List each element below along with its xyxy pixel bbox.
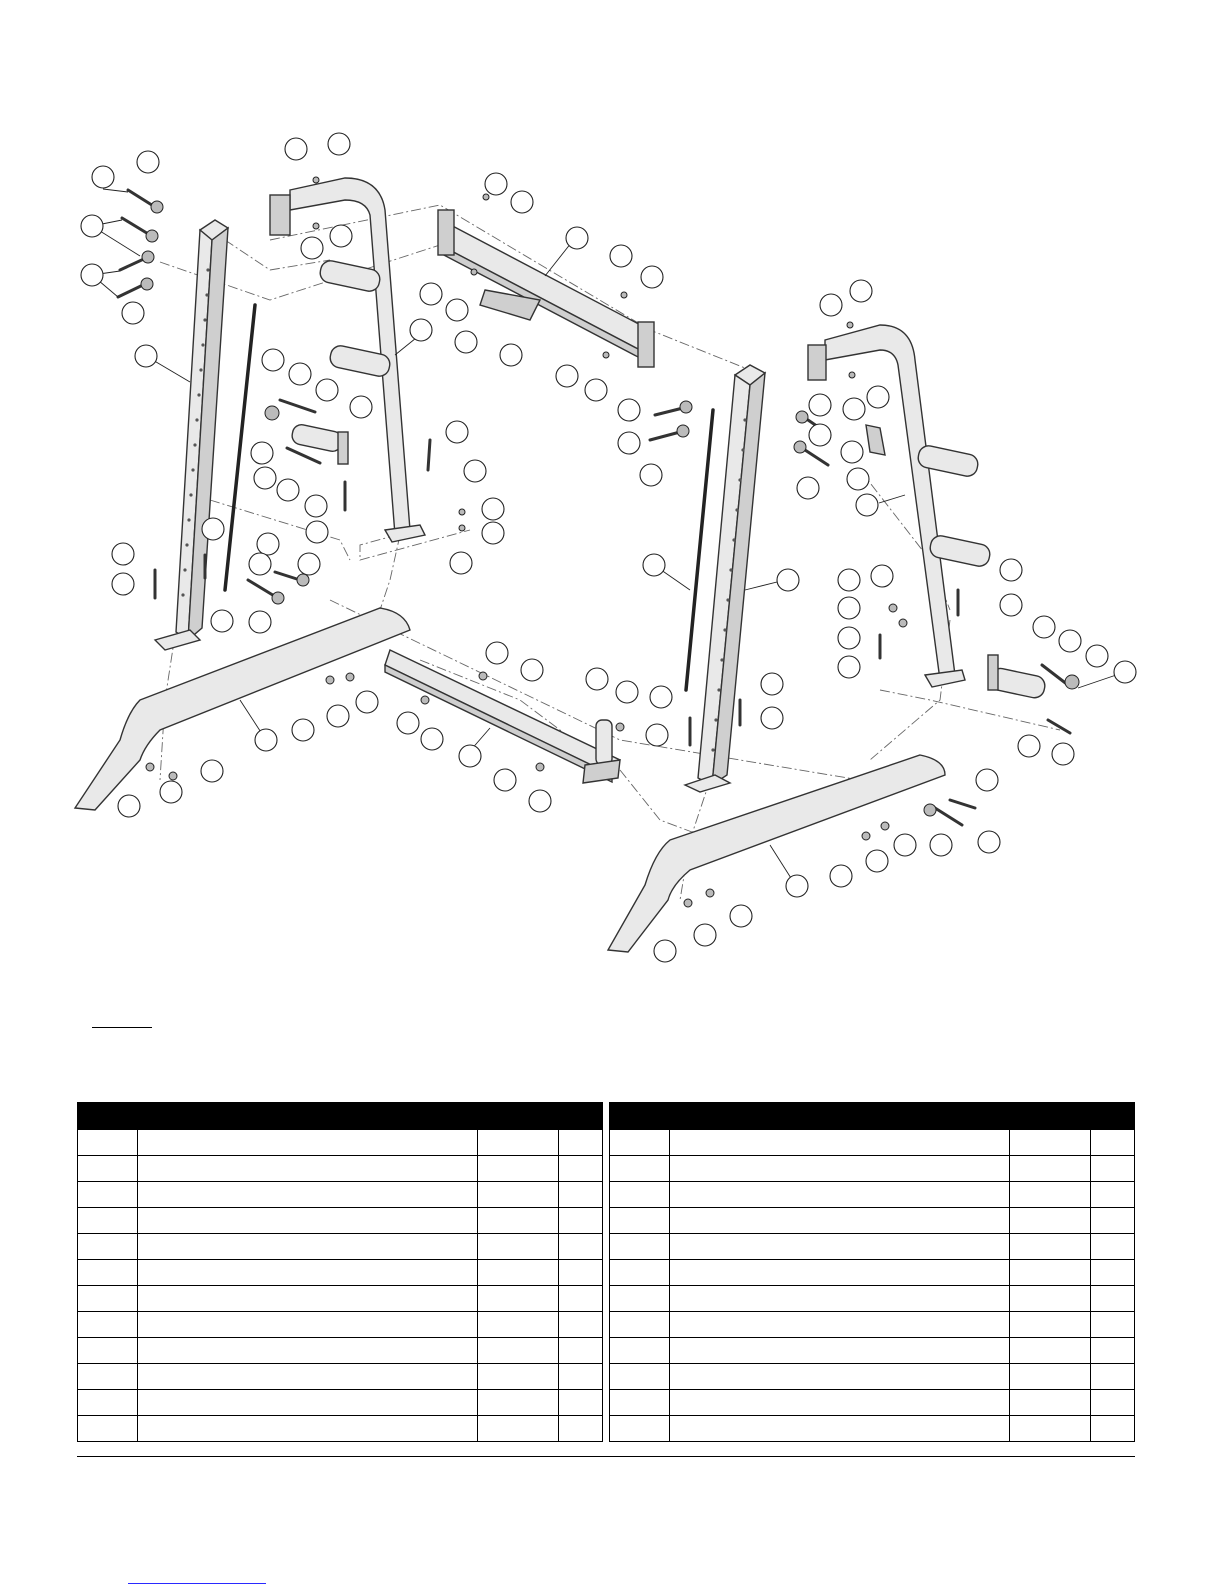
table-cell xyxy=(478,1130,558,1156)
table-cell xyxy=(138,1286,478,1312)
callout-bubble xyxy=(847,468,869,490)
table-cell xyxy=(670,1234,1010,1260)
callout-bubble xyxy=(298,553,320,575)
callout-bubble xyxy=(494,769,516,791)
callout-bubble xyxy=(255,729,277,751)
table-cell xyxy=(610,1312,670,1338)
table-row xyxy=(78,1364,603,1390)
callout-bubble xyxy=(118,795,140,817)
callout-bubble xyxy=(867,386,889,408)
table-cell xyxy=(78,1130,138,1156)
callout-bubble xyxy=(201,760,223,782)
callout-bubble xyxy=(730,905,752,927)
table-cell xyxy=(478,1208,558,1234)
callout-bubble xyxy=(262,349,284,371)
table-row xyxy=(78,1390,603,1416)
table-cell xyxy=(558,1208,602,1234)
table-cell xyxy=(1010,1182,1090,1208)
callout-bubble xyxy=(618,432,640,454)
callout-bubble xyxy=(643,554,665,576)
footer-rule xyxy=(77,1456,1135,1457)
callout-bubble xyxy=(838,597,860,619)
table-cell xyxy=(478,1416,558,1442)
table-cell xyxy=(138,1312,478,1338)
table-cell xyxy=(478,1286,558,1312)
table-cell xyxy=(1010,1338,1090,1364)
callout-bubble xyxy=(511,191,533,213)
callout-bubble xyxy=(112,543,134,565)
callout-bubble xyxy=(482,522,504,544)
callout-bubble xyxy=(356,691,378,713)
callout-bubble xyxy=(761,707,783,729)
callout-bubble xyxy=(871,565,893,587)
table-cell xyxy=(1090,1390,1134,1416)
callout-bubble xyxy=(809,424,831,446)
table-cell xyxy=(478,1260,558,1286)
callout-bubble xyxy=(301,237,323,259)
callout-bubble xyxy=(211,610,233,632)
right-rear-frame xyxy=(808,325,965,687)
table-cell xyxy=(478,1390,558,1416)
callout-bubble xyxy=(843,398,865,420)
table-row xyxy=(610,1234,1135,1260)
callout-bubble xyxy=(641,266,663,288)
table-cell xyxy=(670,1182,1010,1208)
table-cell xyxy=(670,1156,1010,1182)
table-cell xyxy=(670,1390,1010,1416)
table-cell xyxy=(78,1260,138,1286)
table-row xyxy=(610,1364,1135,1390)
table-row xyxy=(610,1260,1135,1286)
callout-bubble xyxy=(122,302,144,324)
callout-bubble xyxy=(976,769,998,791)
table-cell xyxy=(670,1364,1010,1390)
table-row xyxy=(610,1182,1135,1208)
callout-bubble xyxy=(856,494,878,516)
callout-bubble xyxy=(586,668,608,690)
table-row xyxy=(78,1156,603,1182)
table-cell xyxy=(478,1338,558,1364)
callout-bubble xyxy=(305,495,327,517)
table-cell xyxy=(1010,1286,1090,1312)
parts-list-table-right xyxy=(609,1102,1135,1442)
table-cell xyxy=(610,1182,670,1208)
callout-bubble xyxy=(446,299,468,321)
table-row xyxy=(78,1286,603,1312)
table-cell xyxy=(558,1286,602,1312)
callout-bubble xyxy=(1086,645,1108,667)
callout-bubble xyxy=(1033,616,1055,638)
callout-bubble xyxy=(450,552,472,574)
callout-bubble xyxy=(135,345,157,367)
table-cell xyxy=(558,1182,602,1208)
callout-bubble xyxy=(650,686,672,708)
callout-bubble xyxy=(500,344,522,366)
lower-cross-member xyxy=(385,650,620,783)
table-cell xyxy=(1010,1364,1090,1390)
table-cell xyxy=(138,1338,478,1364)
table-cell xyxy=(1010,1130,1090,1156)
table-row xyxy=(78,1260,603,1286)
callout-bubble xyxy=(521,659,543,681)
table-cell xyxy=(1010,1312,1090,1338)
table-cell xyxy=(1090,1208,1134,1234)
table-cell xyxy=(670,1312,1010,1338)
table-cell xyxy=(78,1312,138,1338)
callout-bubble xyxy=(202,518,224,540)
callout-bubble xyxy=(420,283,442,305)
callout-bubble xyxy=(1052,743,1074,765)
callout-bubble xyxy=(251,442,273,464)
table-cell xyxy=(138,1208,478,1234)
callout-bubble xyxy=(397,712,419,734)
left-front-upright xyxy=(155,220,228,650)
callout-bubble xyxy=(529,790,551,812)
table-cell xyxy=(1090,1260,1134,1286)
table-cell xyxy=(78,1364,138,1390)
table-cell xyxy=(558,1260,602,1286)
table-cell xyxy=(1090,1312,1134,1338)
table-cell xyxy=(558,1416,602,1442)
parts-list-table-left xyxy=(77,1102,603,1442)
callout-bubble xyxy=(92,166,114,188)
table-cell xyxy=(558,1390,602,1416)
right-base-rail xyxy=(608,755,945,952)
table-cell xyxy=(670,1260,1010,1286)
table-row xyxy=(610,1390,1135,1416)
callout-bubble xyxy=(797,477,819,499)
callout-bubble xyxy=(421,728,443,750)
table-row xyxy=(78,1130,603,1156)
callout-bubble xyxy=(850,280,872,302)
table-cell xyxy=(610,1208,670,1234)
callout-bubble xyxy=(566,227,588,249)
callout-bubble xyxy=(978,831,1000,853)
table-cell xyxy=(138,1130,478,1156)
table-cell xyxy=(558,1312,602,1338)
callout-bubble xyxy=(327,705,349,727)
callout-bubble xyxy=(654,940,676,962)
callout-bubble xyxy=(249,553,271,575)
callout-bubble xyxy=(930,834,952,856)
callout-bubble xyxy=(841,441,863,463)
callout-bubble xyxy=(486,642,508,664)
table-cell xyxy=(670,1416,1010,1442)
table-cell xyxy=(478,1234,558,1260)
callout-bubble xyxy=(646,724,668,746)
table-cell xyxy=(1010,1234,1090,1260)
table-cell xyxy=(670,1130,1010,1156)
table-cell xyxy=(78,1182,138,1208)
callout-bubble xyxy=(485,173,507,195)
right-guide-rod xyxy=(686,410,713,690)
callout-bubble xyxy=(556,365,578,387)
table-cell xyxy=(1010,1260,1090,1286)
table-cell xyxy=(610,1338,670,1364)
table-cell xyxy=(78,1286,138,1312)
table-cell xyxy=(1090,1286,1134,1312)
callout-bubble xyxy=(616,681,638,703)
table-cell xyxy=(670,1338,1010,1364)
table-cell xyxy=(670,1208,1010,1234)
table-cell xyxy=(610,1260,670,1286)
callout-bubble xyxy=(81,215,103,237)
table-cell xyxy=(138,1234,478,1260)
table-cell xyxy=(478,1364,558,1390)
callout-bubble xyxy=(585,379,607,401)
table-cell xyxy=(670,1286,1010,1312)
callout-bubble xyxy=(160,781,182,803)
table-cell xyxy=(138,1390,478,1416)
table-row xyxy=(78,1182,603,1208)
callout-bubble xyxy=(316,379,338,401)
callout-bubble xyxy=(292,719,314,741)
table-cell xyxy=(478,1182,558,1208)
table-cell xyxy=(478,1156,558,1182)
table-cell xyxy=(78,1234,138,1260)
table-cell xyxy=(610,1156,670,1182)
parts-table-header xyxy=(78,1103,603,1130)
callout-bubble xyxy=(777,569,799,591)
table-cell xyxy=(558,1364,602,1390)
callout-bubble xyxy=(455,331,477,353)
callout-bubble xyxy=(330,225,352,247)
callout-bubble xyxy=(459,745,481,767)
table-row xyxy=(610,1208,1135,1234)
callout-bubble xyxy=(838,569,860,591)
table-cell xyxy=(558,1130,602,1156)
table-cell xyxy=(558,1156,602,1182)
table-row xyxy=(78,1234,603,1260)
table-cell xyxy=(1010,1156,1090,1182)
table-cell xyxy=(1010,1208,1090,1234)
table-row xyxy=(610,1130,1135,1156)
table-cell xyxy=(1010,1416,1090,1442)
callout-bubble xyxy=(289,363,311,385)
table-row xyxy=(610,1312,1135,1338)
callout-bubble xyxy=(285,138,307,160)
table-row xyxy=(78,1416,603,1442)
table-row xyxy=(610,1156,1135,1182)
table-cell xyxy=(610,1286,670,1312)
callout-bubble xyxy=(464,460,486,482)
footer-link[interactable] xyxy=(128,1583,266,1584)
callout-bubble xyxy=(254,467,276,489)
table-cell xyxy=(1090,1338,1134,1364)
table-cell xyxy=(138,1182,478,1208)
table-cell xyxy=(1090,1156,1134,1182)
callout-bubble xyxy=(277,479,299,501)
table-row xyxy=(610,1416,1135,1442)
callout-bubble xyxy=(249,611,271,633)
callout-bubble xyxy=(1114,661,1136,683)
table-row xyxy=(78,1208,603,1234)
callout-bubble xyxy=(820,294,842,316)
callout-leader-lines xyxy=(92,189,1125,886)
callout-bubble xyxy=(306,521,328,543)
callout-bubble xyxy=(838,627,860,649)
callout-bubble xyxy=(838,656,860,678)
callout-bubble xyxy=(446,421,468,443)
table-cell xyxy=(1090,1234,1134,1260)
callout-bubble xyxy=(328,133,350,155)
callout-bubble xyxy=(137,151,159,173)
note-heading-underline xyxy=(92,1027,152,1028)
callout-bubble xyxy=(1000,559,1022,581)
callout-bubble xyxy=(1018,735,1040,757)
table-cell xyxy=(1090,1130,1134,1156)
left-guide-rod xyxy=(225,305,255,590)
table-cell xyxy=(610,1234,670,1260)
callout-bubble xyxy=(640,464,662,486)
callout-bubble xyxy=(866,850,888,872)
table-cell xyxy=(138,1156,478,1182)
callout-bubble xyxy=(257,533,279,555)
callout-bubble xyxy=(830,865,852,887)
table-cell xyxy=(78,1416,138,1442)
callout-bubble xyxy=(694,924,716,946)
table-cell xyxy=(138,1416,478,1442)
table-cell xyxy=(558,1234,602,1260)
callout-bubble xyxy=(1000,594,1022,616)
table-cell xyxy=(610,1416,670,1442)
table-cell xyxy=(610,1130,670,1156)
table-cell xyxy=(138,1364,478,1390)
callout-bubble xyxy=(809,394,831,416)
parts-table-header xyxy=(610,1103,1135,1130)
table-cell xyxy=(1010,1390,1090,1416)
table-cell xyxy=(478,1312,558,1338)
callout-bubble xyxy=(350,396,372,418)
callout-bubble xyxy=(894,834,916,856)
table-cell xyxy=(138,1260,478,1286)
callout-bubble xyxy=(81,264,103,286)
table-cell xyxy=(558,1338,602,1364)
table-cell xyxy=(1090,1364,1134,1390)
table-cell xyxy=(78,1338,138,1364)
callout-bubble xyxy=(410,319,432,341)
callout-bubble xyxy=(761,673,783,695)
table-row xyxy=(610,1338,1135,1364)
table-cell xyxy=(1090,1182,1134,1208)
callout-bubble xyxy=(112,573,134,595)
table-cell xyxy=(610,1390,670,1416)
table-cell xyxy=(78,1208,138,1234)
table-row xyxy=(610,1286,1135,1312)
table-cell xyxy=(1090,1416,1134,1442)
callout-bubble xyxy=(618,399,640,421)
callout-bubble xyxy=(1059,630,1081,652)
table-cell xyxy=(78,1390,138,1416)
callout-bubble xyxy=(786,875,808,897)
table-row xyxy=(78,1312,603,1338)
callout-bubble xyxy=(482,498,504,520)
table-cell xyxy=(610,1364,670,1390)
callout-bubble xyxy=(610,245,632,267)
table-cell xyxy=(78,1156,138,1182)
table-row xyxy=(78,1338,603,1364)
